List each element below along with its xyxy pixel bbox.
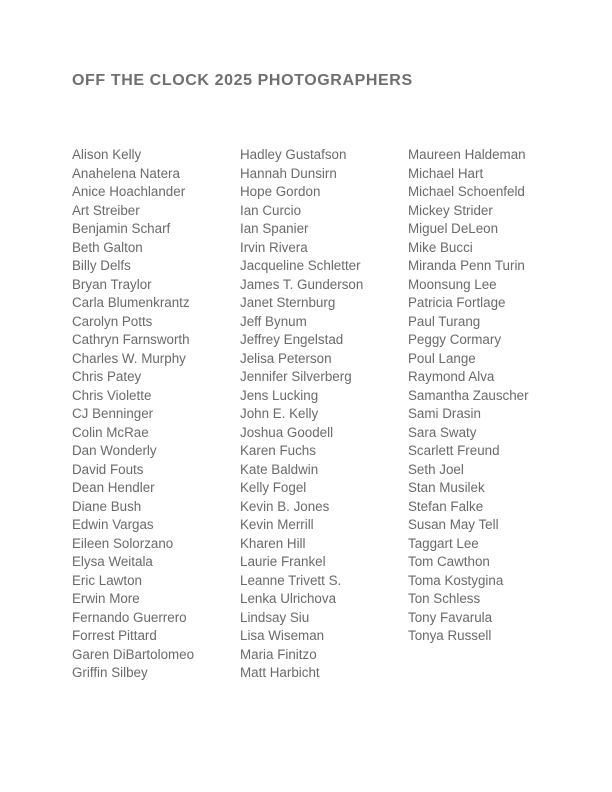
photographer-name: Leanne Trivett S. [240, 572, 342, 588]
photographer-name: Jennifer Silverberg [240, 369, 352, 384]
photographer-name: Kevin Merrill [240, 517, 314, 532]
photographer-name: Kate Baldwin [240, 461, 319, 477]
photographer-name: Michael Schoenfeld [408, 184, 525, 199]
photographer-name: Lisa Wiseman [240, 628, 325, 643]
photographer-name: Joshua Goodell [240, 424, 334, 440]
photographer-name: Susan May Tell [408, 517, 499, 532]
photographer-name: Poul Lange [408, 350, 476, 366]
photographer-name: Jeff Bynum [240, 313, 307, 329]
photographer-name: Sami Drasin [408, 406, 481, 421]
photographer-name: Beth Galton [72, 239, 143, 255]
photographer-name: Diane Bush [72, 498, 142, 514]
photographer-name: Jens Lucking [240, 387, 319, 403]
photographer-name: Tonya Russell [408, 628, 492, 643]
photographer-name: Samantha Zauscher [408, 387, 529, 403]
photographer-name: Erwin More [72, 591, 140, 606]
photographer-name: Eric Lawton [72, 572, 142, 588]
photographer-name: Ian Spanier [240, 221, 309, 236]
photographer-name: Dan Wonderly [72, 443, 157, 458]
photographer-name: Stefan Falke [408, 498, 484, 514]
photographer-name: Jeffrey Engelstad [240, 332, 344, 347]
photographer-name: Raymond Alva [408, 369, 495, 384]
photographer-name: Patricia Fortlage [408, 295, 506, 310]
photographer-name: Seth Joel [408, 461, 464, 477]
photographer-name: Benjamin Scharf [72, 221, 171, 236]
photographer-name: Bryan Traylor [72, 276, 152, 292]
photographer-name: Taggart Lee [408, 535, 479, 551]
photographer-name: Peggy Cormary [408, 332, 502, 347]
photographer-name: Fernando Guerrero [72, 609, 187, 625]
photographer-name: Kevin B. Jones [240, 498, 330, 514]
photographer-name: Anice Hoachlander [72, 184, 186, 199]
photographer-name: Art Streiber [72, 202, 140, 218]
photographer-name: CJ Benninger [72, 406, 154, 421]
photographer-name: Carla Blumenkrantz [72, 295, 190, 310]
photographer-name: Irvin Rivera [240, 239, 308, 255]
photographer-name: Dean Hendler [72, 480, 155, 495]
photographer-name: Jacqueline Schletter [240, 258, 361, 273]
photographer-name: Griffin Silbey [72, 665, 148, 680]
photographer-name: James T. Gunderson [240, 276, 364, 292]
photographer-name: John E. Kelly [240, 406, 319, 421]
photographer-name: Kelly Fogel [240, 480, 307, 495]
photographer-name: Lenka Ulrichova [240, 591, 337, 606]
photographer-name: Jelisa Peterson [240, 350, 332, 366]
photographer-name: Charles W. Murphy [72, 350, 186, 366]
photographer-name: Hadley Gustafson [240, 147, 347, 162]
photographer-name: Alison Kelly [72, 147, 142, 162]
photographer-name: Forrest Pittard [72, 628, 157, 643]
photographer-name: Michael Hart [408, 165, 484, 181]
photographer-name: Maria Finitzo [240, 646, 317, 662]
photographer-name: Billy Delfs [72, 258, 131, 273]
photographer-name: Anahelena Natera [72, 165, 180, 181]
photographer-column-2 [240, 146, 363, 683]
photographer-name: David Fouts [72, 461, 144, 477]
photographer-name: Moonsung Lee [408, 276, 497, 292]
photographer-name: Carolyn Potts [72, 313, 153, 329]
photographer-name: Scarlett Freund [408, 443, 500, 458]
photographer-name: Mike Bucci [408, 239, 473, 255]
photographer-name: Paul Turang [408, 313, 481, 329]
photographer-name: Matt Harbicht [240, 665, 320, 680]
photographer-name: Karen Fuchs [240, 443, 316, 458]
page-title: OFF THE CLOCK 2025 PHOTOGRAPHERS [72, 72, 413, 89]
photographer-name: Eileen Solorzano [72, 535, 174, 551]
photographer-name: Chris Patey [72, 369, 142, 384]
photographer-name: Sara Swaty [408, 424, 477, 440]
photographer-name: Colin McRae [72, 424, 149, 440]
photographer-name: Hannah Dunsirn [240, 165, 337, 181]
photographer-name: Tom Cawthon [408, 554, 490, 569]
photographer-name: Toma Kostygina [408, 572, 504, 588]
photographer-name: Miranda Penn Turin [408, 258, 525, 273]
photographer-name: Elysa Weitala [72, 554, 153, 569]
photographer-name: Lindsay Siu [240, 609, 310, 625]
photographer-name: Laurie Frankel [240, 554, 326, 569]
photographer-name: Hope Gordon [240, 184, 321, 199]
photographer-name: Garen DiBartolomeo [72, 646, 195, 662]
photographer-name: Cathryn Farnsworth [72, 332, 190, 347]
photographer-name: Chris Violette [72, 387, 152, 403]
photographer-name: Janet Sternburg [240, 295, 336, 310]
photographer-name: Stan Musilek [408, 480, 485, 495]
photographer-name: Ian Curcio [240, 202, 302, 218]
photographer-name: Maureen Haldeman [408, 147, 526, 162]
photographer-name: Mickey Strider [408, 202, 493, 218]
photographer-name: Edwin Vargas [72, 517, 154, 532]
photographer-column-3 [408, 146, 529, 646]
photographer-name: Kharen Hill [240, 535, 306, 551]
photographer-name: Tony Favarula [408, 609, 493, 625]
photographer-name: Ton Schless [408, 591, 481, 606]
photographer-column-1 [72, 146, 194, 683]
photographer-name: Miguel DeLeon [408, 221, 499, 236]
